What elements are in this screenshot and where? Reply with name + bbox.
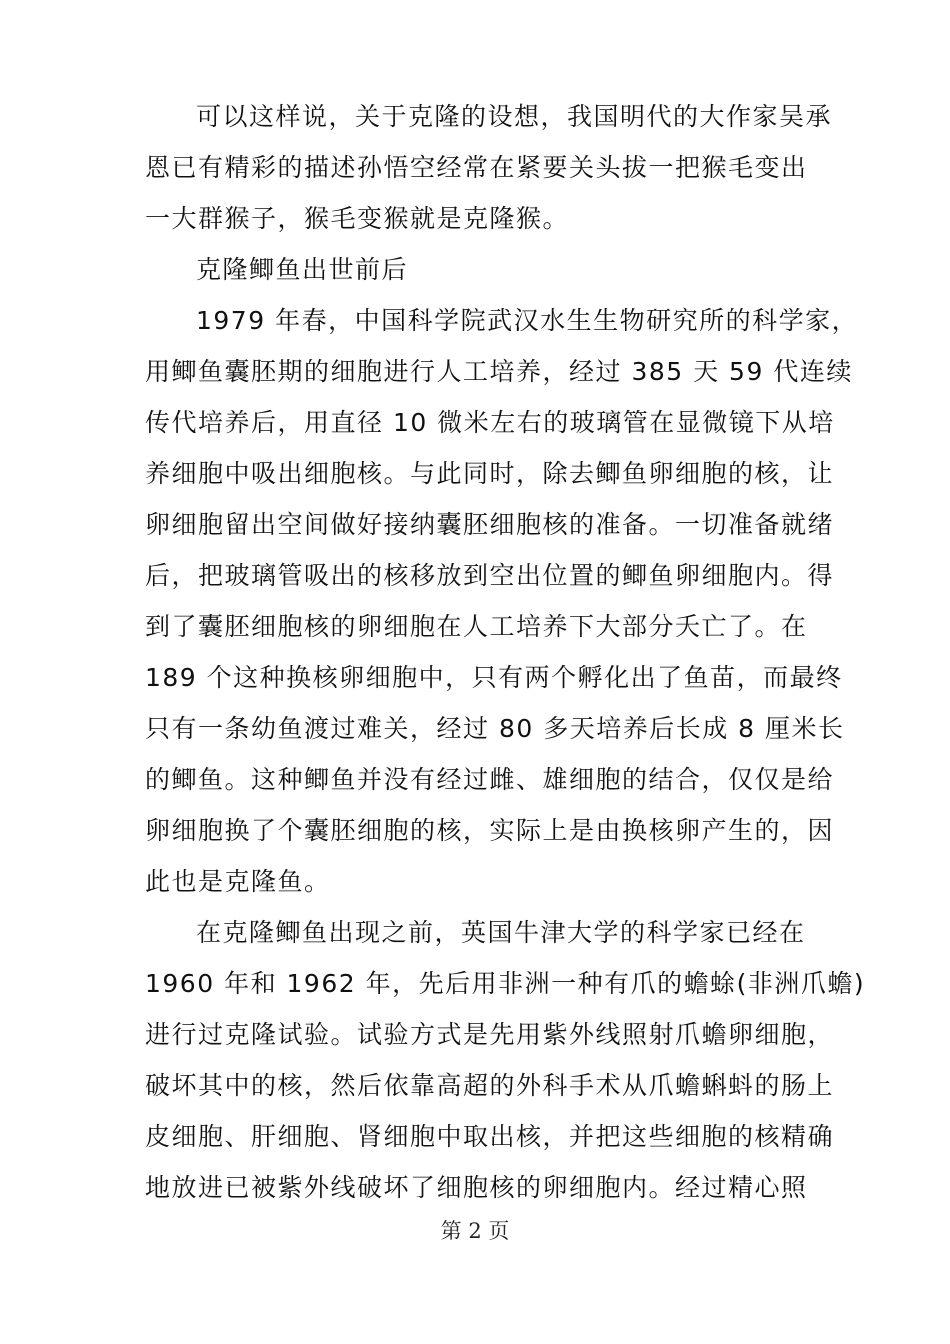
paragraph-2-line-2: 用鲫鱼囊胚期的细胞进行人工培养，经过 385 天 59 代连续 [145, 357, 853, 386]
paragraph-1-line-2: 恩已有精彩的描述孙悟空经常在紧要关头拔一把猴毛变出 [145, 153, 808, 182]
paragraph-2-line-1: 1979 年春，中国科学院武汉水生生物研究所的科学家， [196, 306, 859, 335]
paragraph-2-line-4: 养细胞中吸出细胞核。与此同时，除去鲫鱼卵细胞的核，让 [145, 459, 835, 488]
paragraph-3-line-2: 1960 年和 1962 年，先后用非洲一种有爪的蟾蜍(非洲爪蟾) [145, 969, 866, 998]
section-heading: 克隆鲫鱼出世前后 [196, 255, 409, 284]
paragraph-3-line-6: 地放进已被紫外线破坏了细胞核的卵细胞内。经过精心照 [145, 1173, 808, 1202]
paragraph-1-line-1: 可以这样说，关于克隆的设想，我国明代的大作家吴承 [196, 102, 833, 131]
page-number: 第 2 页 [440, 1219, 510, 1243]
paragraph-3-line-5: 皮细胞、肝细胞、肾细胞中取出核，并把这些细胞的核精确 [145, 1122, 835, 1151]
paragraph-2-line-12: 此也是克隆鱼。 [145, 867, 331, 896]
paragraph-2-line-11: 卵细胞换了个囊胚细胞的核，实际上是由换核卵产生的，因 [145, 816, 835, 845]
paragraph-2-line-8: 189 个这种换核卵细胞中，只有两个孵化出了鱼苗，而最终 [145, 663, 843, 692]
paragraph-3-line-1: 在克隆鲫鱼出现之前，英国牛津大学的科学家已经在 [196, 918, 806, 947]
paragraph-2-line-3: 传代培养后，用直径 10 微米左右的玻璃管在显微镜下从培 [145, 408, 835, 437]
paragraph-1-line-3: 一大群猴子，猴毛变猴就是克隆猴。 [145, 204, 570, 233]
paragraph-2-line-7: 到了囊胚细胞核的卵细胞在人工培养下大部分夭亡了。在 [145, 612, 808, 641]
paragraph-2-line-6: 后，把玻璃管吸出的核移放到空出位置的鲫鱼卵细胞内。得 [145, 561, 835, 590]
paragraph-2-line-5: 卵细胞留出空间做好接纳囊胚细胞核的准备。一切准备就绪 [145, 510, 835, 539]
paragraph-3-line-3: 进行过克隆试验。试验方式是先用紫外线照射爪蟾卵细胞， [145, 1020, 835, 1049]
paragraph-2-line-9: 只有一条幼鱼渡过难关，经过 80 多天培养后长成 8 厘米长 [145, 714, 845, 743]
paragraph-2-line-10: 的鲫鱼。这种鲫鱼并没有经过雌、雄细胞的结合，仅仅是给 [145, 765, 835, 794]
paragraph-3-line-4: 破坏其中的核，然后依靠高超的外科手术从爪蟾蝌蚪的肠上 [145, 1071, 835, 1100]
